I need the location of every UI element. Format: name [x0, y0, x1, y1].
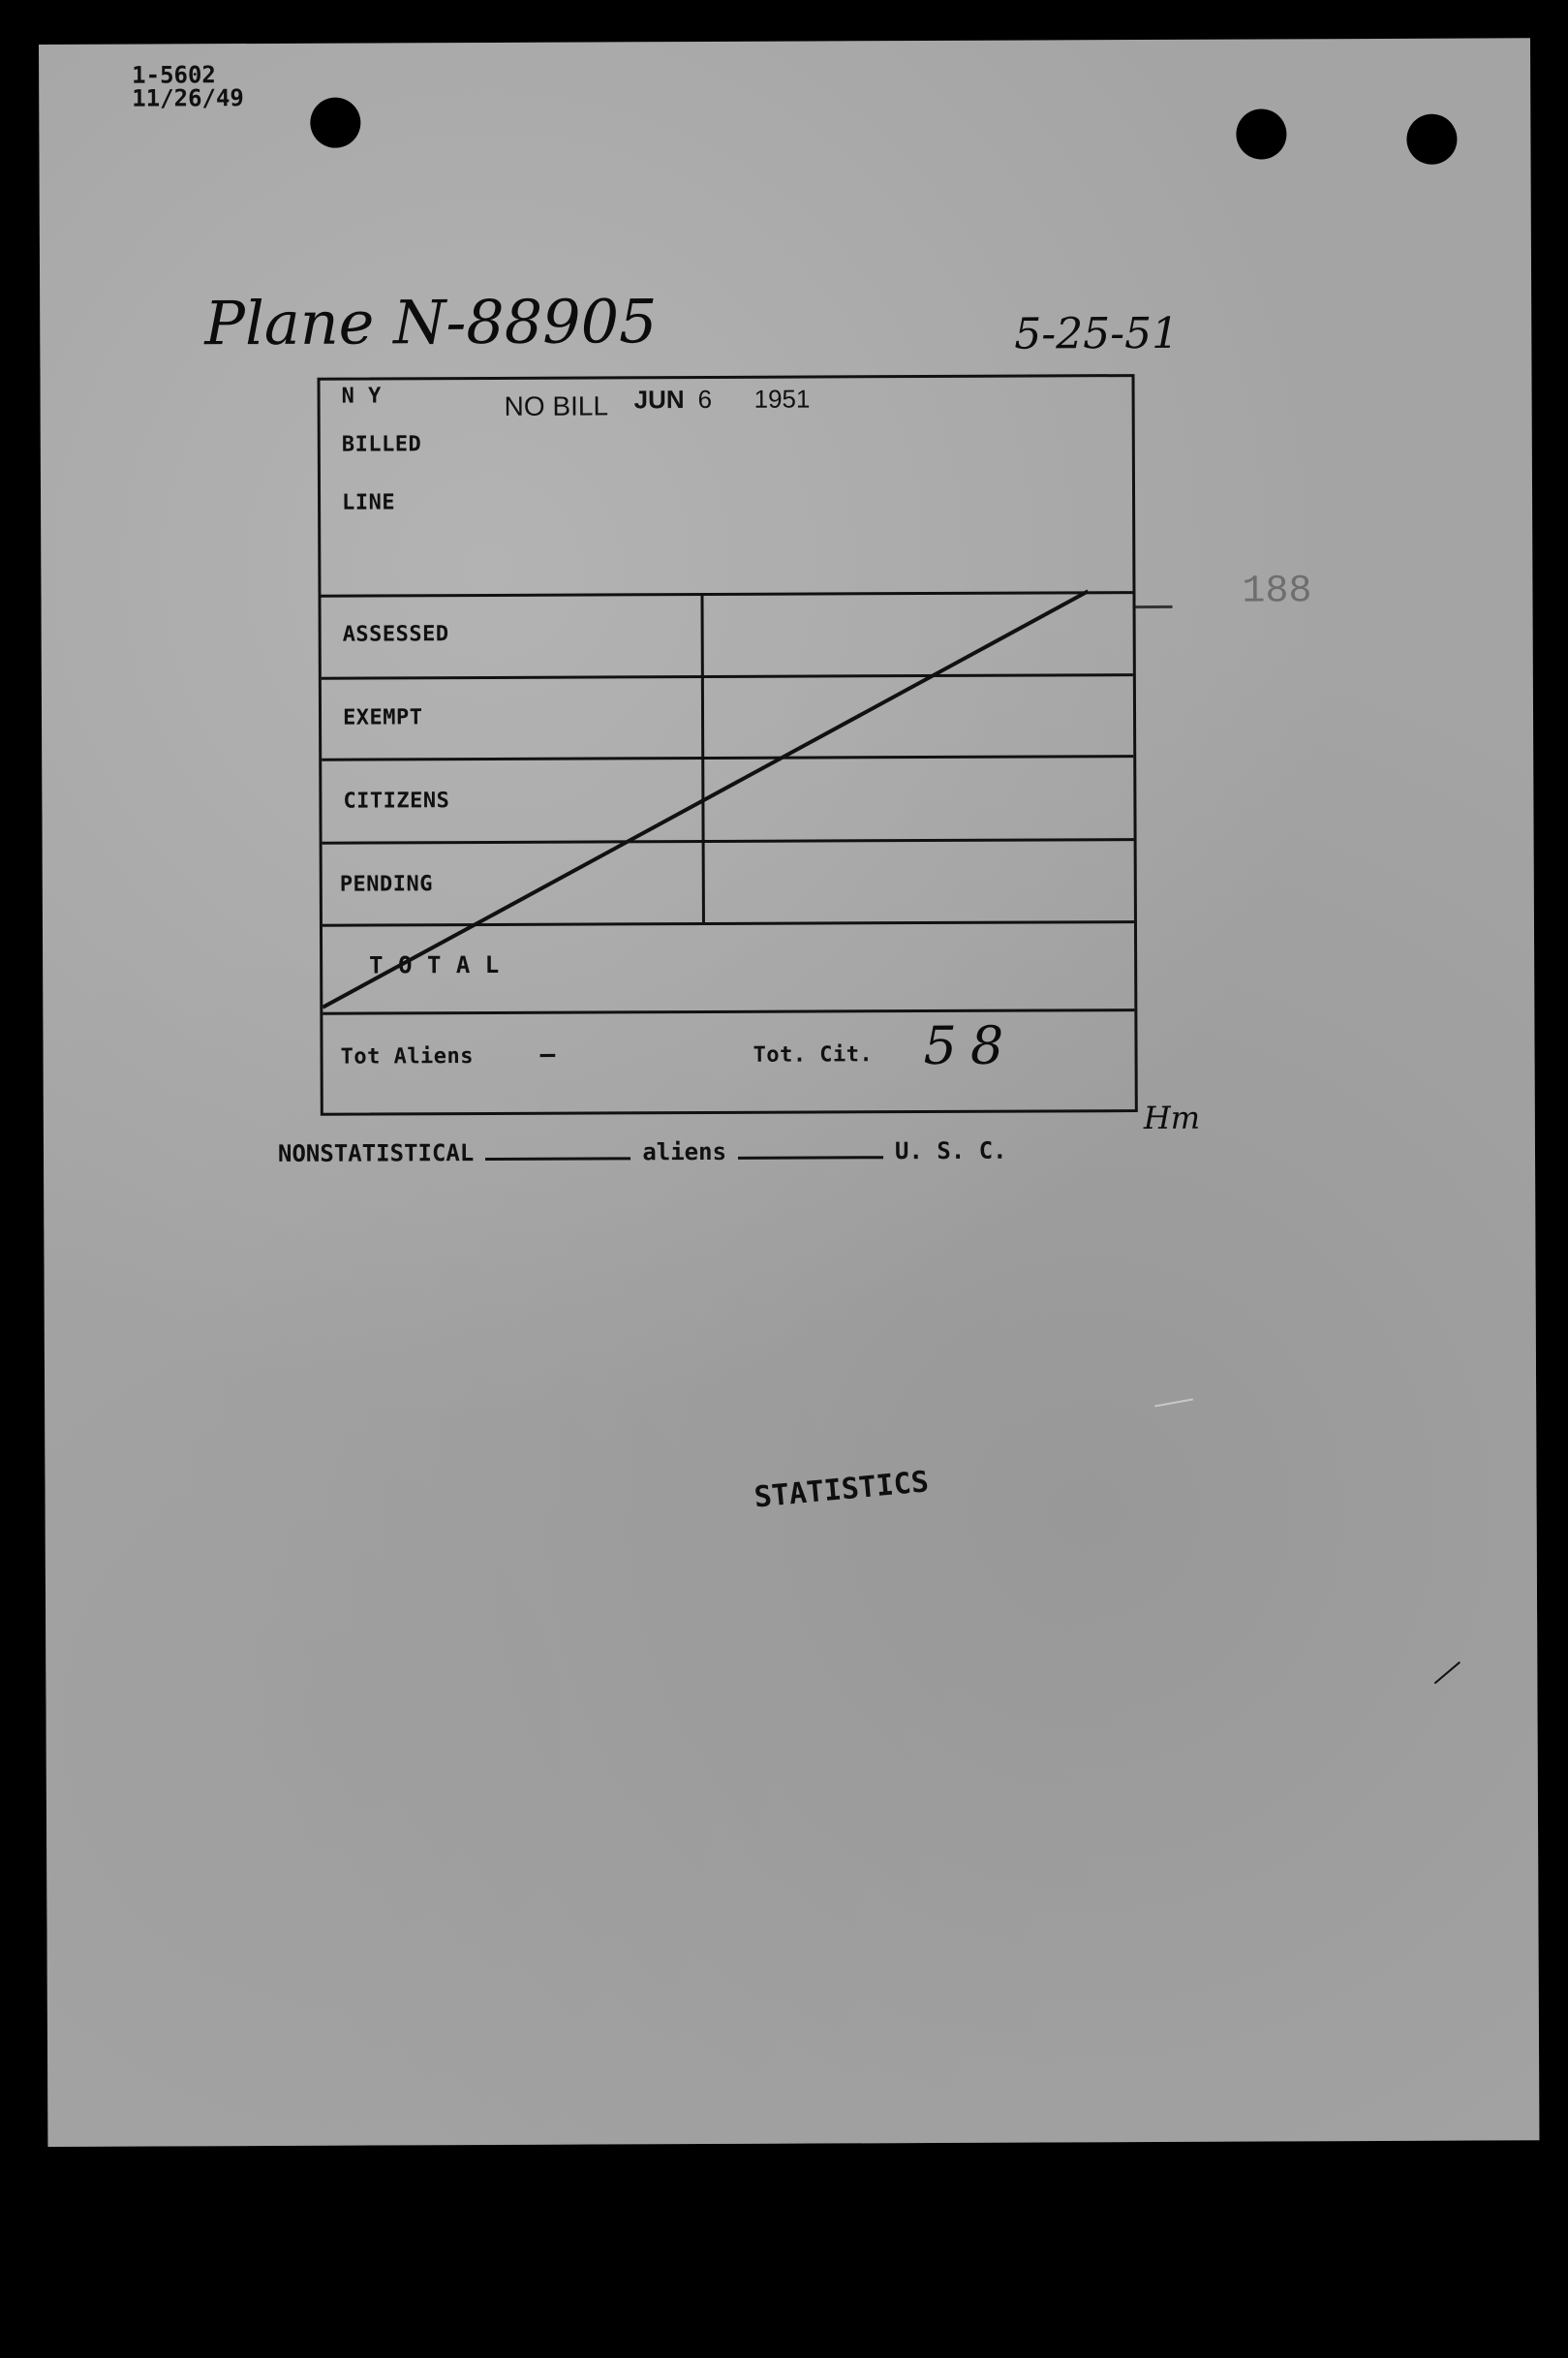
statistics-stamp: STATISTICS [753, 1465, 931, 1515]
tot-aliens-label: Tot Aliens [340, 1044, 475, 1070]
usc-label: U. S. C. [894, 1136, 1007, 1165]
stamp-year: 1951 [753, 384, 811, 414]
corner-stamp-line2: 11/26/49 [132, 84, 244, 112]
margin-number: 188 [1242, 570, 1312, 614]
stamp-day: 6 [697, 384, 713, 415]
row-label-exempt: EXEMPT [342, 705, 423, 730]
diagonal-line [321, 591, 1090, 1007]
nonstatistical-label: NONSTATISTICAL [277, 1139, 475, 1167]
scratch-mark [1434, 1661, 1460, 1684]
corner-stamp [132, 63, 244, 110]
row-label-line: LINE [342, 490, 396, 515]
tot-cit-label: Tot. Cit. [753, 1042, 874, 1068]
aliens-blank [738, 1156, 883, 1160]
row-label-total: T O T A L [369, 950, 500, 979]
punch-hole [1406, 114, 1457, 165]
handwritten-initials: Hm [1143, 1099, 1201, 1137]
tot-aliens-value: — [539, 1039, 556, 1070]
no-bill-stamp: NO BILL [504, 390, 609, 421]
margin-tick [1136, 605, 1173, 608]
manifest-tally-form [318, 374, 1138, 1116]
footer-line [278, 1137, 1007, 1167]
cancellation-stroke [321, 377, 1135, 1113]
row-label-billed: BILLED [341, 432, 422, 457]
row-label-pending: PENDING [339, 872, 434, 897]
row-label-ny: N Y [341, 384, 382, 409]
punch-hole [310, 98, 360, 148]
corner-stamp-line1: 1-5602 [132, 61, 216, 89]
nonstatistical-blank [485, 1157, 630, 1161]
scratch-mark [1154, 1398, 1193, 1407]
row-label-assessed: ASSESSED [342, 622, 449, 647]
aliens-label: aliens [642, 1137, 727, 1166]
handwritten-date: 5-25-51 [1014, 308, 1180, 359]
stamp-month: JUN [633, 385, 685, 415]
punch-hole [1236, 109, 1286, 159]
handwritten-total-citizens: 58 [923, 1014, 1018, 1077]
row-label-citizens: CITIZENS [343, 789, 450, 814]
document-page [39, 38, 1539, 2147]
handwritten-plane: Plane N-88905 [204, 286, 658, 359]
